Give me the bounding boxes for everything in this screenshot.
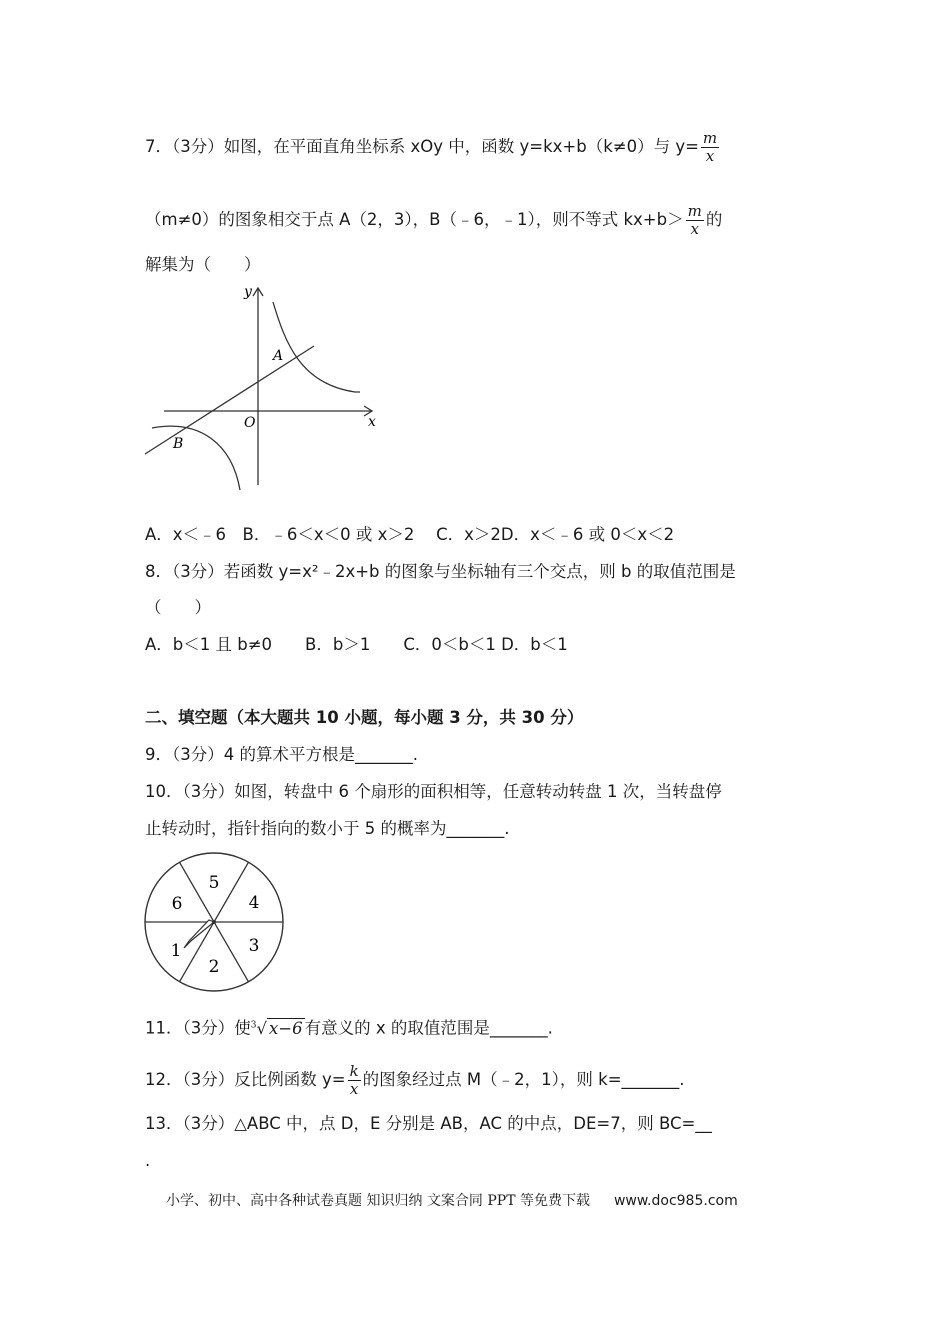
q7-graph <box>140 280 390 495</box>
q7-line2 <box>145 203 722 238</box>
spinner-pointer-icon <box>184 920 214 948</box>
q11-cube-root <box>251 1019 305 1038</box>
q8-options: A．b＜1 且 b≠0 B．b＞1 C．0＜b＜1 D．b＜1 <box>145 635 568 654</box>
q11-suffix: 有意义的 x 的取值范围是_______. <box>304 1018 553 1038</box>
q12-fraction-k-over-x: $\frac{k}{x}$ <box>349 1062 359 1098</box>
q7-line2-suffix: 的 <box>705 210 723 229</box>
q11-radicand: x−6 <box>269 1018 303 1038</box>
q12-suffix: 的图象经过点 M（﹣2，1），则 k=_______. <box>362 1070 685 1089</box>
q8-line1: 8．（3分）若函数 y=x²﹣2x+b 的图象与坐标轴有三个交点，则 b 的取值范围是 <box>145 562 736 581</box>
q7-line2-text: （m≠0）的图象相交于点 A（2，3），B（﹣6，﹣1），则不等式 kx+b＞ <box>145 210 684 229</box>
q7-line3: 解集为（ ） <box>145 255 261 274</box>
graph-label-b: B <box>173 436 184 452</box>
q13-line2: . <box>145 1151 151 1170</box>
q8-line2: （ ） <box>145 598 211 617</box>
footer-text: 小学、初中、高中各种试卷真题 知识归纳 文案合同 PPT 等免费下载 <box>166 1193 590 1209</box>
q7-options: A．x＜﹣6 B．﹣6＜x＜0 或 x＞2 C．x＞2D．x＜﹣6 或 0＜x＜2 <box>145 525 675 544</box>
radical-sign-icon: √ <box>256 1018 267 1038</box>
q7-fraction-m-over-x-2: $\frac{m}{x}$ <box>687 202 702 238</box>
q11-line <box>145 1014 553 1040</box>
spinner-number-2: 2 <box>208 957 220 977</box>
q10-line2: 止转动时，指针指向的数小于 5 的概率为_______. <box>145 819 510 838</box>
graph-label-x: x <box>368 414 376 430</box>
linear-function-line <box>145 346 314 454</box>
q11-root-index: 3 <box>250 1020 257 1030</box>
spinner-number-1: 1 <box>170 941 182 961</box>
graph-label-a: A <box>273 348 284 364</box>
page-footer <box>166 1190 738 1210</box>
q7-line1-text: 7．（3分）如图，在平面直角坐标系 xOy 中，函数 y=kx+b（k≠0）与 y= <box>145 137 699 156</box>
q10-spinner <box>142 850 290 998</box>
graph-label-y: y <box>244 284 252 300</box>
spinner-number-3: 3 <box>248 936 260 956</box>
q7-fraction-m-over-x: $\frac{m}{x}$ <box>702 129 718 165</box>
q10-line1: 10．（3分）如图，转盘中 6 个扇形的面积相等，任意转动转盘 1 次，当转盘停 <box>145 782 722 801</box>
hyperbola-branch-third-quadrant <box>152 426 240 490</box>
q12-line <box>145 1063 685 1098</box>
q9-text: 9．（3分）4 的算术平方根是_______. <box>145 745 418 764</box>
hyperbola-branch-first-quadrant <box>273 302 360 392</box>
spinner-number-6: 6 <box>171 894 183 914</box>
q12-prefix: 12．（3分）反比例函数 y= <box>145 1070 346 1089</box>
footer-url[interactable]: www.doc985.com <box>613 1193 738 1209</box>
q11-prefix: 11．（3分）使 <box>145 1018 251 1038</box>
spinner-center <box>212 920 216 924</box>
section2-heading: 二、填空题（本大题共 10 小题，每小题 3 分，共 30 分） <box>145 708 584 727</box>
q7-line1 <box>145 130 721 165</box>
spinner-number-4: 4 <box>248 893 260 913</box>
graph-label-origin: O <box>244 415 256 431</box>
spinner-number-5: 5 <box>208 873 220 893</box>
q13-line1: 13．（3分）△ABC 中，点 D，E 分别是 AB，AC 的中点，DE=7，则 BC=__ <box>145 1114 712 1133</box>
